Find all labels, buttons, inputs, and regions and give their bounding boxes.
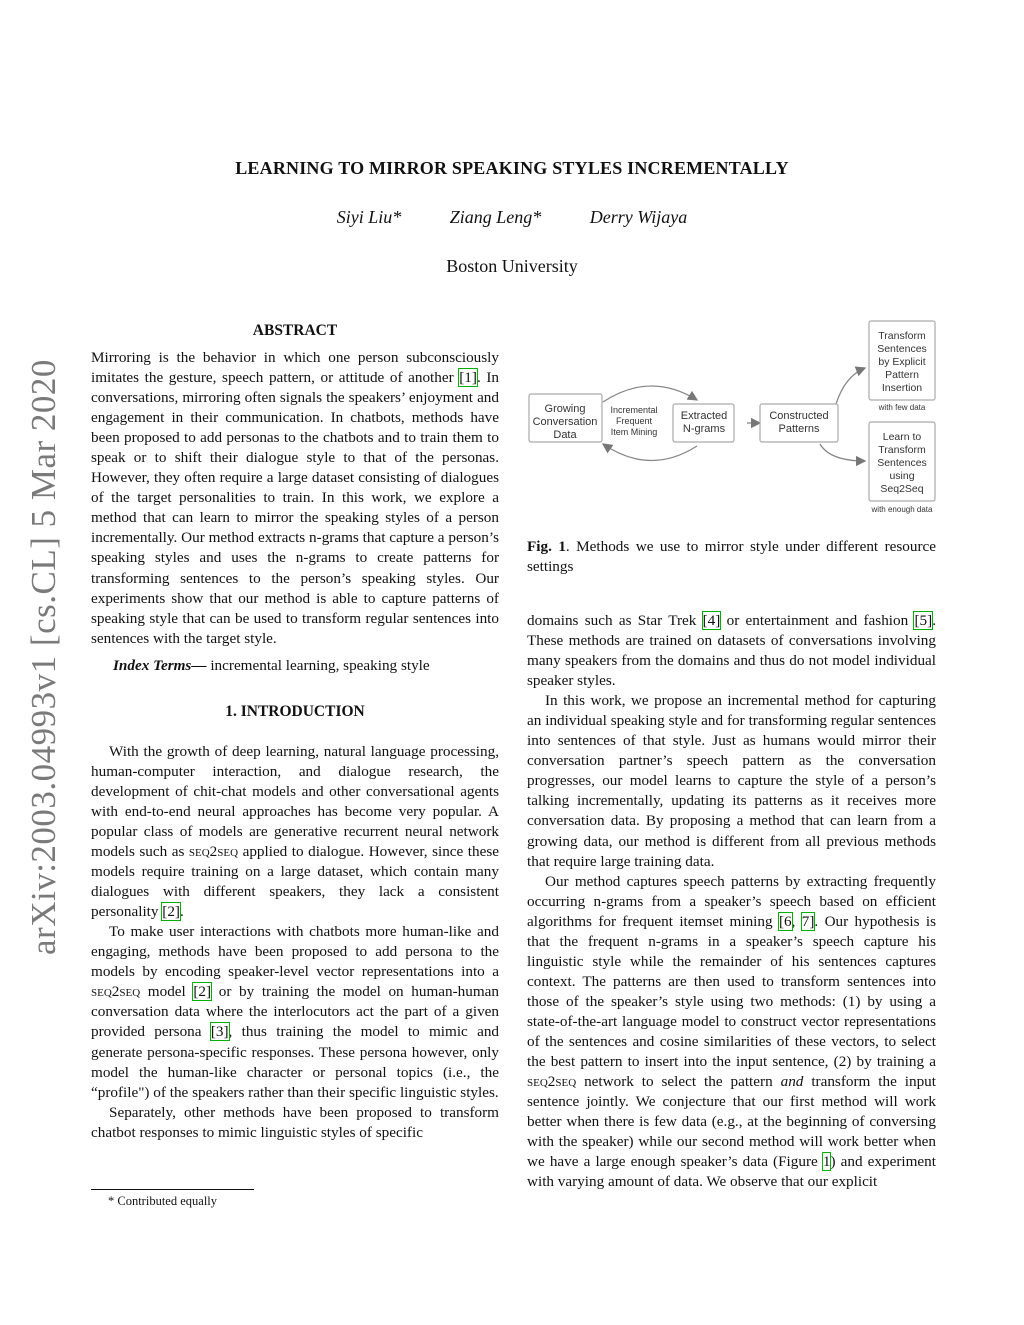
- node-label: Extracted: [680, 410, 728, 422]
- node-label: Patterns: [778, 423, 820, 435]
- intro-heading: 1. INTRODUCTION: [225, 702, 365, 720]
- author-list: [0, 207, 1024, 228]
- node-label: Sentences: [877, 457, 927, 469]
- node-label: N-grams: [682, 423, 726, 435]
- right-column: [527, 611, 936, 1192]
- abstract-heading: ABSTRACT: [252, 322, 338, 339]
- node-label: by Explicit: [878, 356, 926, 368]
- edge-label: Frequent: [615, 416, 653, 426]
- citation-link[interactable]: [1]: [459, 369, 477, 387]
- node-label: Conversation: [532, 416, 598, 428]
- citation-link[interactable]: 7]: [801, 912, 815, 930]
- index-terms: Index Terms— incremental learning, speaking style: [113, 656, 430, 674]
- abstract-text: Mirroring is the behavior in which one person subconsciously imitates the gesture, speech pattern, or attitude of another [1]. In conversations, mirroring often signals the speakers’ enjoyment and engagement in their communication. In chatbots, methods have been proposed to add personas to the chatbots and to train them to speak or to shift their dialogue style to that of the personas. However, they often require a large dataset consisting of dialogues of the target personalities to train. In this work, we explore a method that can learn to mirror the speaking styles of a person incrementally. Our method extracts n-grams that capture a person’s speaking styles and uses the n-grams to create patterns for transforming sentences to the person’s speaking styles. Our experiments show that our method is able to capture patterns of speaking style that can be used to transform regular sentences into sentences with the target style.: [91, 349, 500, 647]
- author-1: Siyi Liu*: [336, 207, 402, 227]
- author-3: Derry Wijaya: [589, 207, 688, 227]
- node-label: Constructed: [769, 410, 829, 422]
- figure-link[interactable]: 1: [822, 1153, 831, 1171]
- paper-title: LEARNING TO MIRROR SPEAKING STYLES INCREMENTALLY: [235, 158, 789, 178]
- intro-paragraph-2: To make user interactions with chatbots more human-like and engaging, methods have been proposed to add persona to the models by encoding speaker-level vector representations into a seq2seq model [2] or by training the model on human-human conversation data where the interlocutors act the part of a given provided persona [3], thus training the model to mimic and generate persona-specific responses. These persona however, only model the human-like character or personal topics (i.e., the “profile") of the speakers rather than their specific linguistic styles.: [91, 923, 500, 1101]
- citation-link[interactable]: [6: [778, 912, 792, 930]
- citation-link[interactable]: [2]: [193, 983, 212, 1001]
- figure-caption: Fig. 1. Methods we use to mirror style under different resource settings: [527, 538, 937, 575]
- affiliation: Boston University: [446, 256, 578, 276]
- edge-label: Item Mining: [610, 427, 658, 437]
- intro-paragraph-1: With the growth of deep learning, natural language processing, human-computer interaction, and dialogue research, the development of chit-chat models and other conversational agents with end-to-end neural approaches has become very popular. A popular class of models are generative recurrent neural network models such as seq2seq applied to dialogue. However, since these models require training on a large dataset, which contain many dialogues with different speakers, they lack a consistent personality [2].: [91, 742, 499, 921]
- right-paragraph-1: domains such as Star Trek [4] or entertainment and fashion [5]. These methods are trained on datasets of conversations involving many speakers from the domains and thus do not model individual speaker styles.: [527, 612, 936, 690]
- citation-link[interactable]: [2]: [162, 903, 180, 921]
- edge-label: Incremental: [610, 405, 658, 415]
- node-label: Pattern: [885, 369, 919, 381]
- left-column: [91, 348, 499, 1143]
- node-label: Transform: [878, 330, 926, 342]
- citation-link[interactable]: [4]: [702, 612, 721, 629]
- citation-link[interactable]: [3]: [210, 1023, 229, 1041]
- edge-label: with few data: [878, 403, 926, 412]
- node-label: Learn to: [882, 431, 922, 443]
- node-label: Sentences: [877, 343, 927, 355]
- node-label: using: [889, 470, 915, 482]
- footnote: * Contributed equally: [108, 1194, 218, 1208]
- node-label: Growing: [544, 403, 586, 415]
- figure-1-diagram: [520, 316, 940, 516]
- author-2: Ziang Leng*: [449, 207, 542, 227]
- footnote-rule: [91, 1189, 254, 1190]
- right-paragraph-2: In this work, we propose an incremental method for capturing an individual speaking style and for transforming regular sentences into sentences of that style. Just as humans would mirror their conversation partner’s speech pattern as the conversation progresses, our model learns to capture the style of a person’s talking incrementally, updating its patterns as it receives more conversation data. By proposing a method that can learn from a growing data, our method is different from all previous methods that require large training data.: [527, 692, 936, 870]
- edge-label: with enough data: [871, 505, 933, 514]
- node-label: Insertion: [881, 382, 923, 394]
- citation-link[interactable]: [5]: [914, 612, 933, 629]
- right-paragraph-3: Our method captures speech patterns by extracting frequently occurring n-grams from a speaker’s speech based on efficient algorithms for frequent itemset mining [6, 7]. Our hypothesis is that the frequent n-grams in a speaker’s speech capture his linguistic style while the remainder of his sentences captures context. The patterns are then used to transform sentences into those of the speaker’s style using two methods: (1) by using a state-of-the-art language model to construct vector representations of the sentences and cosine similarities of these vectors, to select the best pattern to insert into the input sentence, (2) by training a seq2seq network to select the pattern and transform the input sentence jointly. We conjecture that our first method will work better when there is few data (e.g., at the beginning of conversing with the speaker) while our second method will work better when we have a large enough speaker’s data (Figure 1) and experiment with varying amount of data. We observe that our explicit: [527, 872, 937, 1191]
- node-label: Transform: [878, 444, 926, 456]
- arxiv-identifier: arXiv:2003.04993v1 [cs.CL] 5 Mar 2020: [24, 359, 63, 955]
- intro-paragraph-3: Separately, other methods have been proposed to transform chatbot responses to mimic linguistic styles of specific: [91, 1103, 499, 1141]
- node-label: Data: [553, 429, 577, 441]
- node-label: Seq2Seq: [880, 483, 924, 495]
